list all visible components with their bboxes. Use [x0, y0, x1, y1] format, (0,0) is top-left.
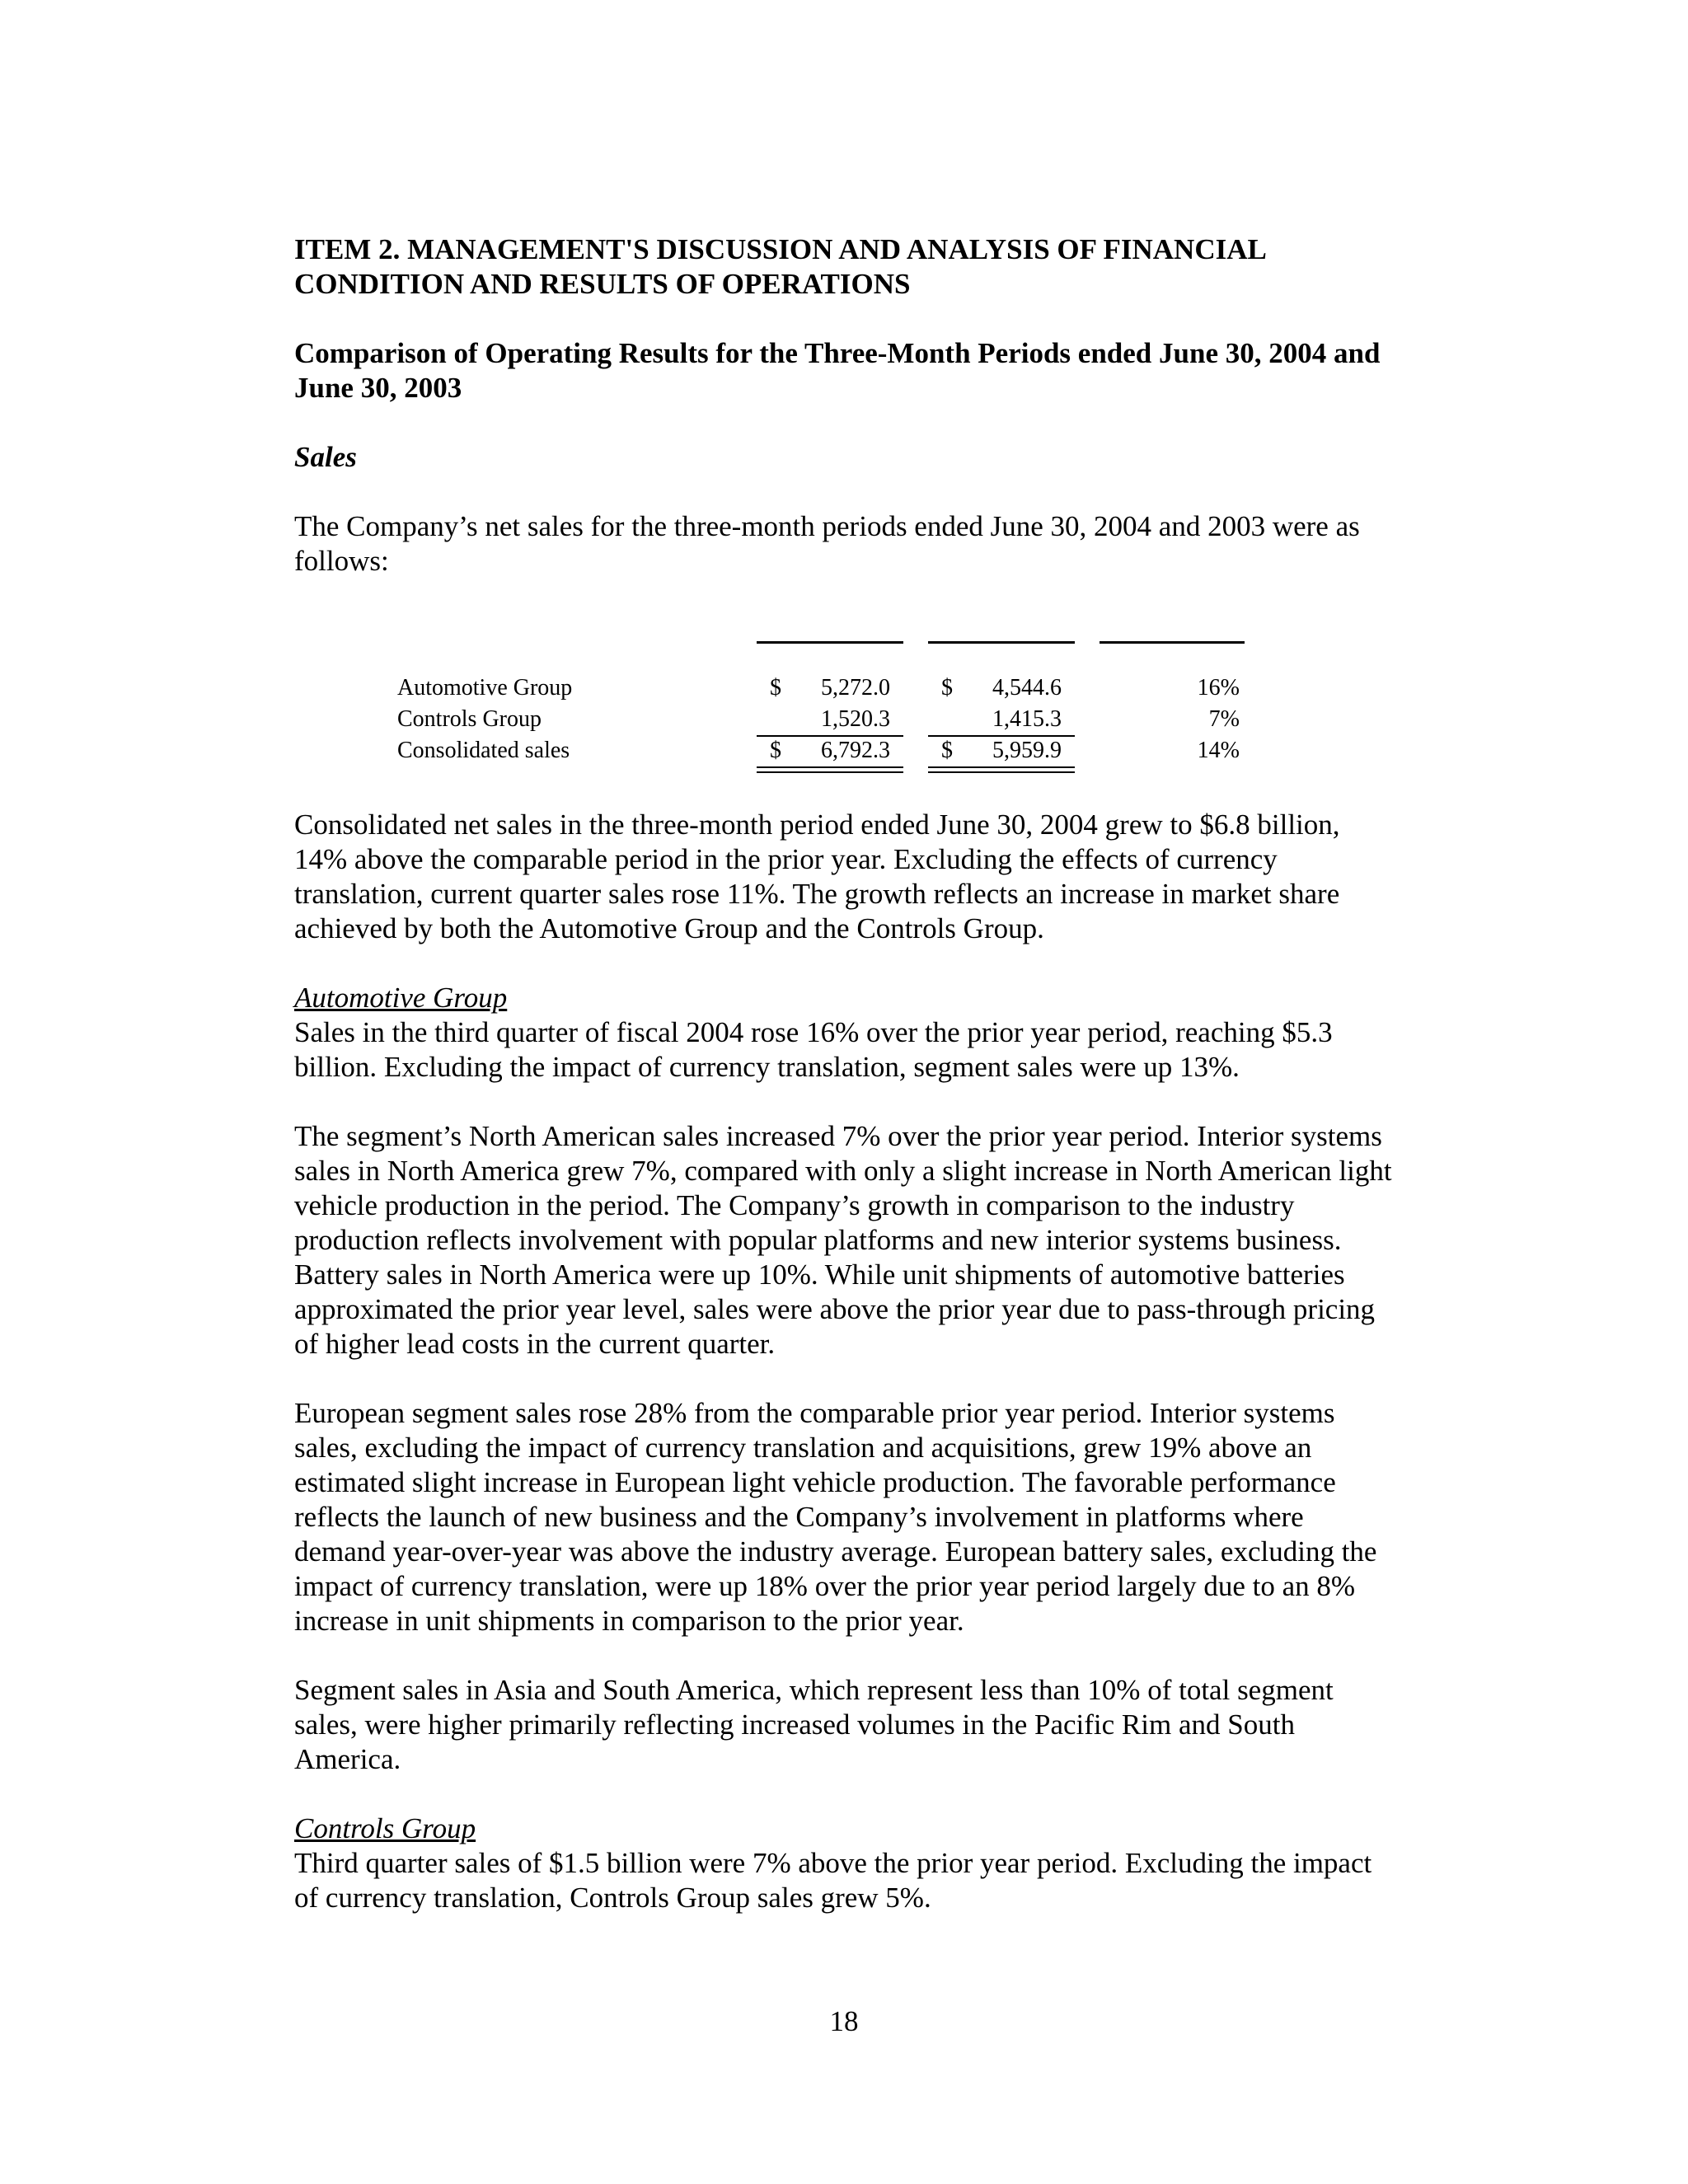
table-layer: [0, 0, 1688, 824]
row-label-controls: Controls Group: [397, 706, 542, 732]
item-title: ITEM 2. MANAGEMENT'S DISCUSSION AND ANALYSIS OF FINANCIAL CONDITION AND RESULTS OF OPERATIONS: [294, 233, 1265, 300]
dollar-2003-consolidated: $: [941, 738, 953, 763]
value-2004-controls: 1,520.3: [821, 706, 890, 732]
comparison-title: Comparison of Operating Results for the Three-Month Periods ended June 30, 2004 and June 30, 2003: [294, 337, 1381, 404]
value-2004-automotive: 5,272.0: [821, 675, 890, 701]
value-2004-consolidated: 6,792.3: [821, 738, 890, 763]
header-rule-change: [1100, 641, 1245, 644]
automotive-paragraph-4: Segment sales in Asia and South America, which represent less than 10% of total segment sales, were higher primarily reflecting increased volumes in the Pacific Rim and South America.: [294, 1674, 1334, 1775]
controls-paragraph: Third quarter sales of $1.5 billion were 7% above the prior year period. Excluding the impact of currency translation, Controls Group sales grew 5%.: [294, 1847, 1372, 1914]
sales-heading: Sales: [294, 441, 357, 473]
controls-group-heading: Controls Group: [294, 1812, 476, 1844]
change-controls: 7%: [1208, 706, 1240, 732]
consolidated-paragraph: Consolidated net sales in the three-month period ended June 30, 2004 grew to $6.8 billion, 14% above the comparable period in the prior year. Excluding the effects of currency translation, current quarter sales rose 11%. The growth reflects an increase in market share achieved by both the Automotive Group and the Controls Group.: [294, 808, 1340, 944]
automotive-group-heading: Automotive Group: [294, 982, 508, 1014]
body-after-table: [294, 808, 1399, 1915]
total-rule-2003-b: [928, 771, 1075, 773]
row-label-automotive: Automotive Group: [397, 675, 573, 701]
automotive-paragraph-2: The segment’s North American sales increased 7% over the prior year period. Interior systems sales in North America grew 7%, compared with only a slight increase in North American light vehicle production in the period. The Company’s growth in comparison to the industry production reflects involvement with popular platforms and new interior systems business. Battery sales in North America were up 10%. While unit shipments of automotive batteries approximated the prior year level, sales were above the prior year due to pass-through pricing of higher lead costs in the current quarter.: [294, 1120, 1392, 1360]
change-automotive: 16%: [1197, 675, 1240, 701]
total-rule-2004-b: [757, 771, 903, 773]
row-label-consolidated: Consolidated sales: [397, 738, 570, 763]
dollar-2004-automotive: $: [770, 675, 781, 701]
total-rule-2004-a: [757, 766, 903, 768]
dollar-2004-consolidated: $: [770, 738, 781, 763]
automotive-paragraph-3: European segment sales rose 28% from the comparable prior year period. Interior systems sales, excluding the impact of currency translation and acquisitions, grew 19% above an estimated slight increase in European light vehicle production. The favorable performance reflects the launch of new business and the Company’s involvement in platforms where demand year-over-year was above the industry average. European battery sales, excluding the impact of currency translation, were up 18% over the prior year period largely due to an 8% increase in unit shipments in comparison to the prior year.: [294, 1397, 1377, 1637]
value-2003-controls: 1,415.3: [992, 706, 1062, 732]
value-2003-consolidated: 5,959.9: [992, 738, 1062, 763]
value-2003-automotive: 4,544.6: [992, 675, 1062, 701]
dollar-2003-automotive: $: [941, 675, 953, 701]
header-rule-2003: [928, 641, 1075, 644]
change-consolidated: 14%: [1197, 738, 1240, 763]
automotive-paragraph-1: Sales in the third quarter of fiscal 2004 rose 16% over the prior year period, reaching $5.3 billion. Excluding the impact of currency translation, segment sales were up 13%.: [294, 1016, 1333, 1083]
total-rule-2003-a: [928, 766, 1075, 768]
intro-paragraph: The Company’s net sales for the three-month periods ended June 30, 2004 and 2003 were as follows:: [294, 510, 1360, 577]
page-number: 18: [829, 2005, 859, 2037]
header-rule-2004: [757, 641, 903, 644]
